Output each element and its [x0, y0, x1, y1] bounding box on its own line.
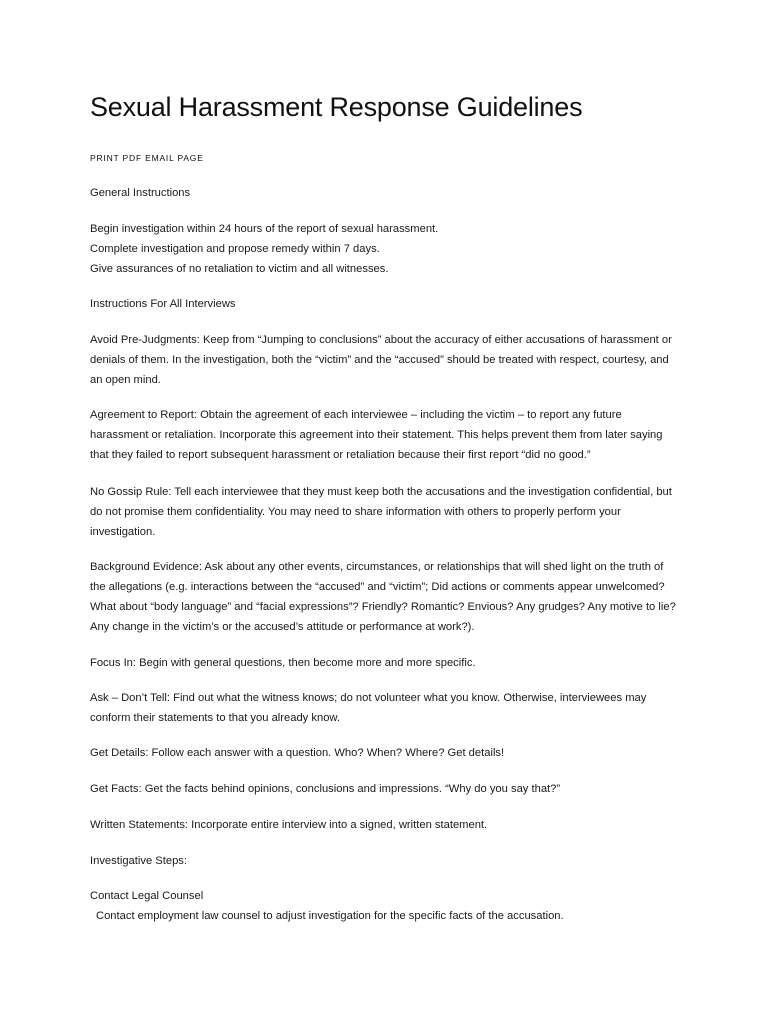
page-actions	[90, 153, 204, 163]
pdf-link[interactable]: PDF	[122, 153, 142, 163]
step-contact-legal-counsel	[90, 886, 680, 926]
paragraph-focus-in: Focus In: Begin with general questions, then become more and more specific.	[90, 657, 476, 669]
paragraph-agreement-to-report: Agreement to Report: Obtain the agreement of each interviewee – including the victim – to report any future harassment or retaliation. Incorporate this agreement into their statement. This helps prevent them from later saying that they failed to report subsequent harassment or retaliation because their first report “did no good.”	[90, 409, 663, 461]
paragraph-get-details: Get Details: Follow each answer with a question. Who? When? Where? Get details!	[90, 747, 505, 759]
paragraph-written-statements: Written Statements: Incorporate entire interview into a signed, written statement.	[90, 819, 488, 831]
general-instructions-list	[90, 219, 680, 279]
paragraph-background-evidence: Background Evidence: Ask about any other events, circumstances, or relationships that will shed light on the truth of the allegations (e.g. interactions between the “accused” and “victim”; Did actions or comments appear unwelcomed? What about “body language” and “facial expressions”? Friendly? Romantic? Envious? Any grudges? Any motive to lie? Any change in the victim’s or the accused’s attitude or performance at work?).	[90, 561, 676, 633]
general-line: Complete investigation and propose remedy within 7 days.	[90, 243, 380, 255]
print-link[interactable]: PRINT	[90, 153, 120, 163]
step-text: Contact employment law counsel to adjust investigation for the specific facts of the accusation.	[96, 910, 564, 922]
step-title: Contact Legal Counsel	[90, 890, 204, 902]
investigative-steps-heading: Investigative Steps:	[90, 855, 188, 867]
general-line: Begin investigation within 24 hours of the report of sexual harassment.	[90, 223, 439, 235]
page-title: Sexual Harassment Response Guidelines	[90, 92, 583, 122]
paragraph-get-facts: Get Facts: Get the facts behind opinions, conclusions and impressions. “Why do you say that?”	[90, 783, 561, 795]
paragraph-avoid-prejudgments: Avoid Pre-Judgments: Keep from “Jumping to conclusions” about the accuracy of either accusations of harassment or denials of them. In the investigation, both the “victim” and the “accused” should be treated with respect, courtesy, and an open mind.	[90, 334, 672, 386]
paragraph-no-gossip-rule: No Gossip Rule: Tell each interviewee that they must keep both the accusations and the investigation confidential, but do not promise them confidentiality. You may need to share information with others to properly perform your investigation.	[90, 486, 672, 538]
general-line: Give assurances of no retaliation to victim and all witnesses.	[90, 263, 389, 275]
general-instructions-heading: General Instructions	[90, 187, 191, 199]
email-link[interactable]: EMAIL	[145, 153, 175, 163]
interviews-heading: Instructions For All Interviews	[90, 298, 236, 310]
paragraph-ask-dont-tell: Ask – Don’t Tell: Find out what the witness knows; do not volunteer what you know. Otherwise, interviewees may conform their statements to that you already know.	[90, 692, 647, 724]
page-link[interactable]: PAGE	[177, 153, 204, 163]
